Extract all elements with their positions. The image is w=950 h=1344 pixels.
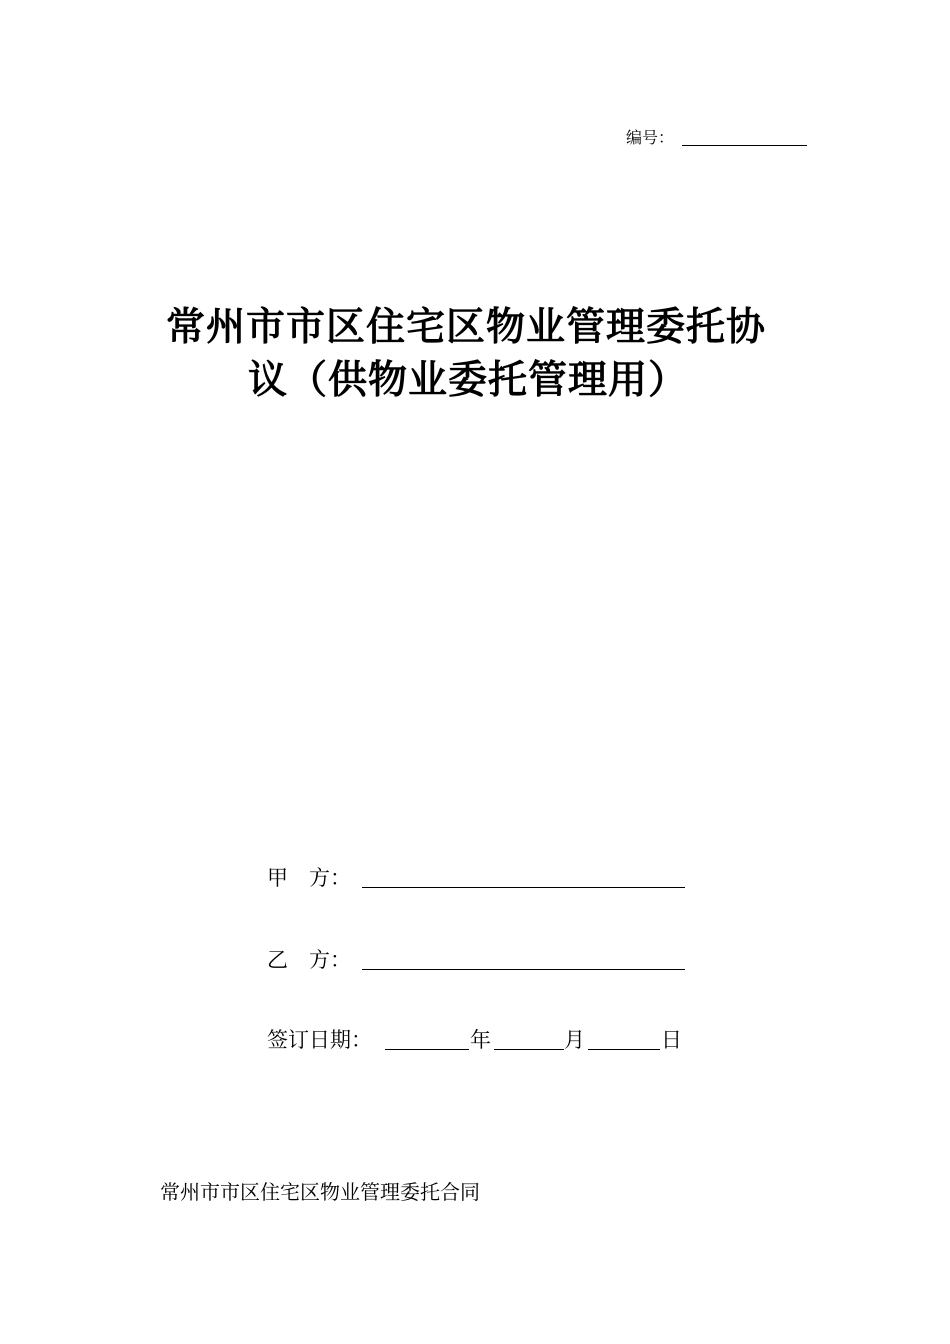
sign-date-label: 签订日期： xyxy=(267,1028,372,1052)
sign-date-day-label: 日 xyxy=(661,1028,682,1052)
document-number-label: 编号： xyxy=(626,128,675,147)
sign-date-year-blank-line xyxy=(385,1049,469,1050)
party-b-blank-line xyxy=(362,969,685,970)
sign-date-month-blank-line xyxy=(494,1049,564,1050)
party-a-blank-line xyxy=(362,887,685,888)
document-title-line-1: 常州市市区住宅区物业管理委托协 xyxy=(166,305,767,350)
contract-section-title: 常州市市区住宅区物业管理委托合同 xyxy=(160,1180,480,1204)
sign-date-month-label: 月 xyxy=(564,1028,585,1052)
sign-date-year-label: 年 xyxy=(470,1028,491,1052)
document-title-line-2: 议（供物业委托管理用） xyxy=(248,358,689,403)
party-b-label: 乙 方： xyxy=(267,948,351,972)
sign-date-day-blank-line xyxy=(588,1049,660,1050)
document-number-blank-line xyxy=(682,145,807,146)
party-a-field xyxy=(267,863,687,893)
document-number-row xyxy=(626,126,808,150)
party-b-field xyxy=(267,945,687,975)
party-a-label: 甲 方： xyxy=(267,866,351,890)
sign-date-field xyxy=(267,1025,687,1055)
